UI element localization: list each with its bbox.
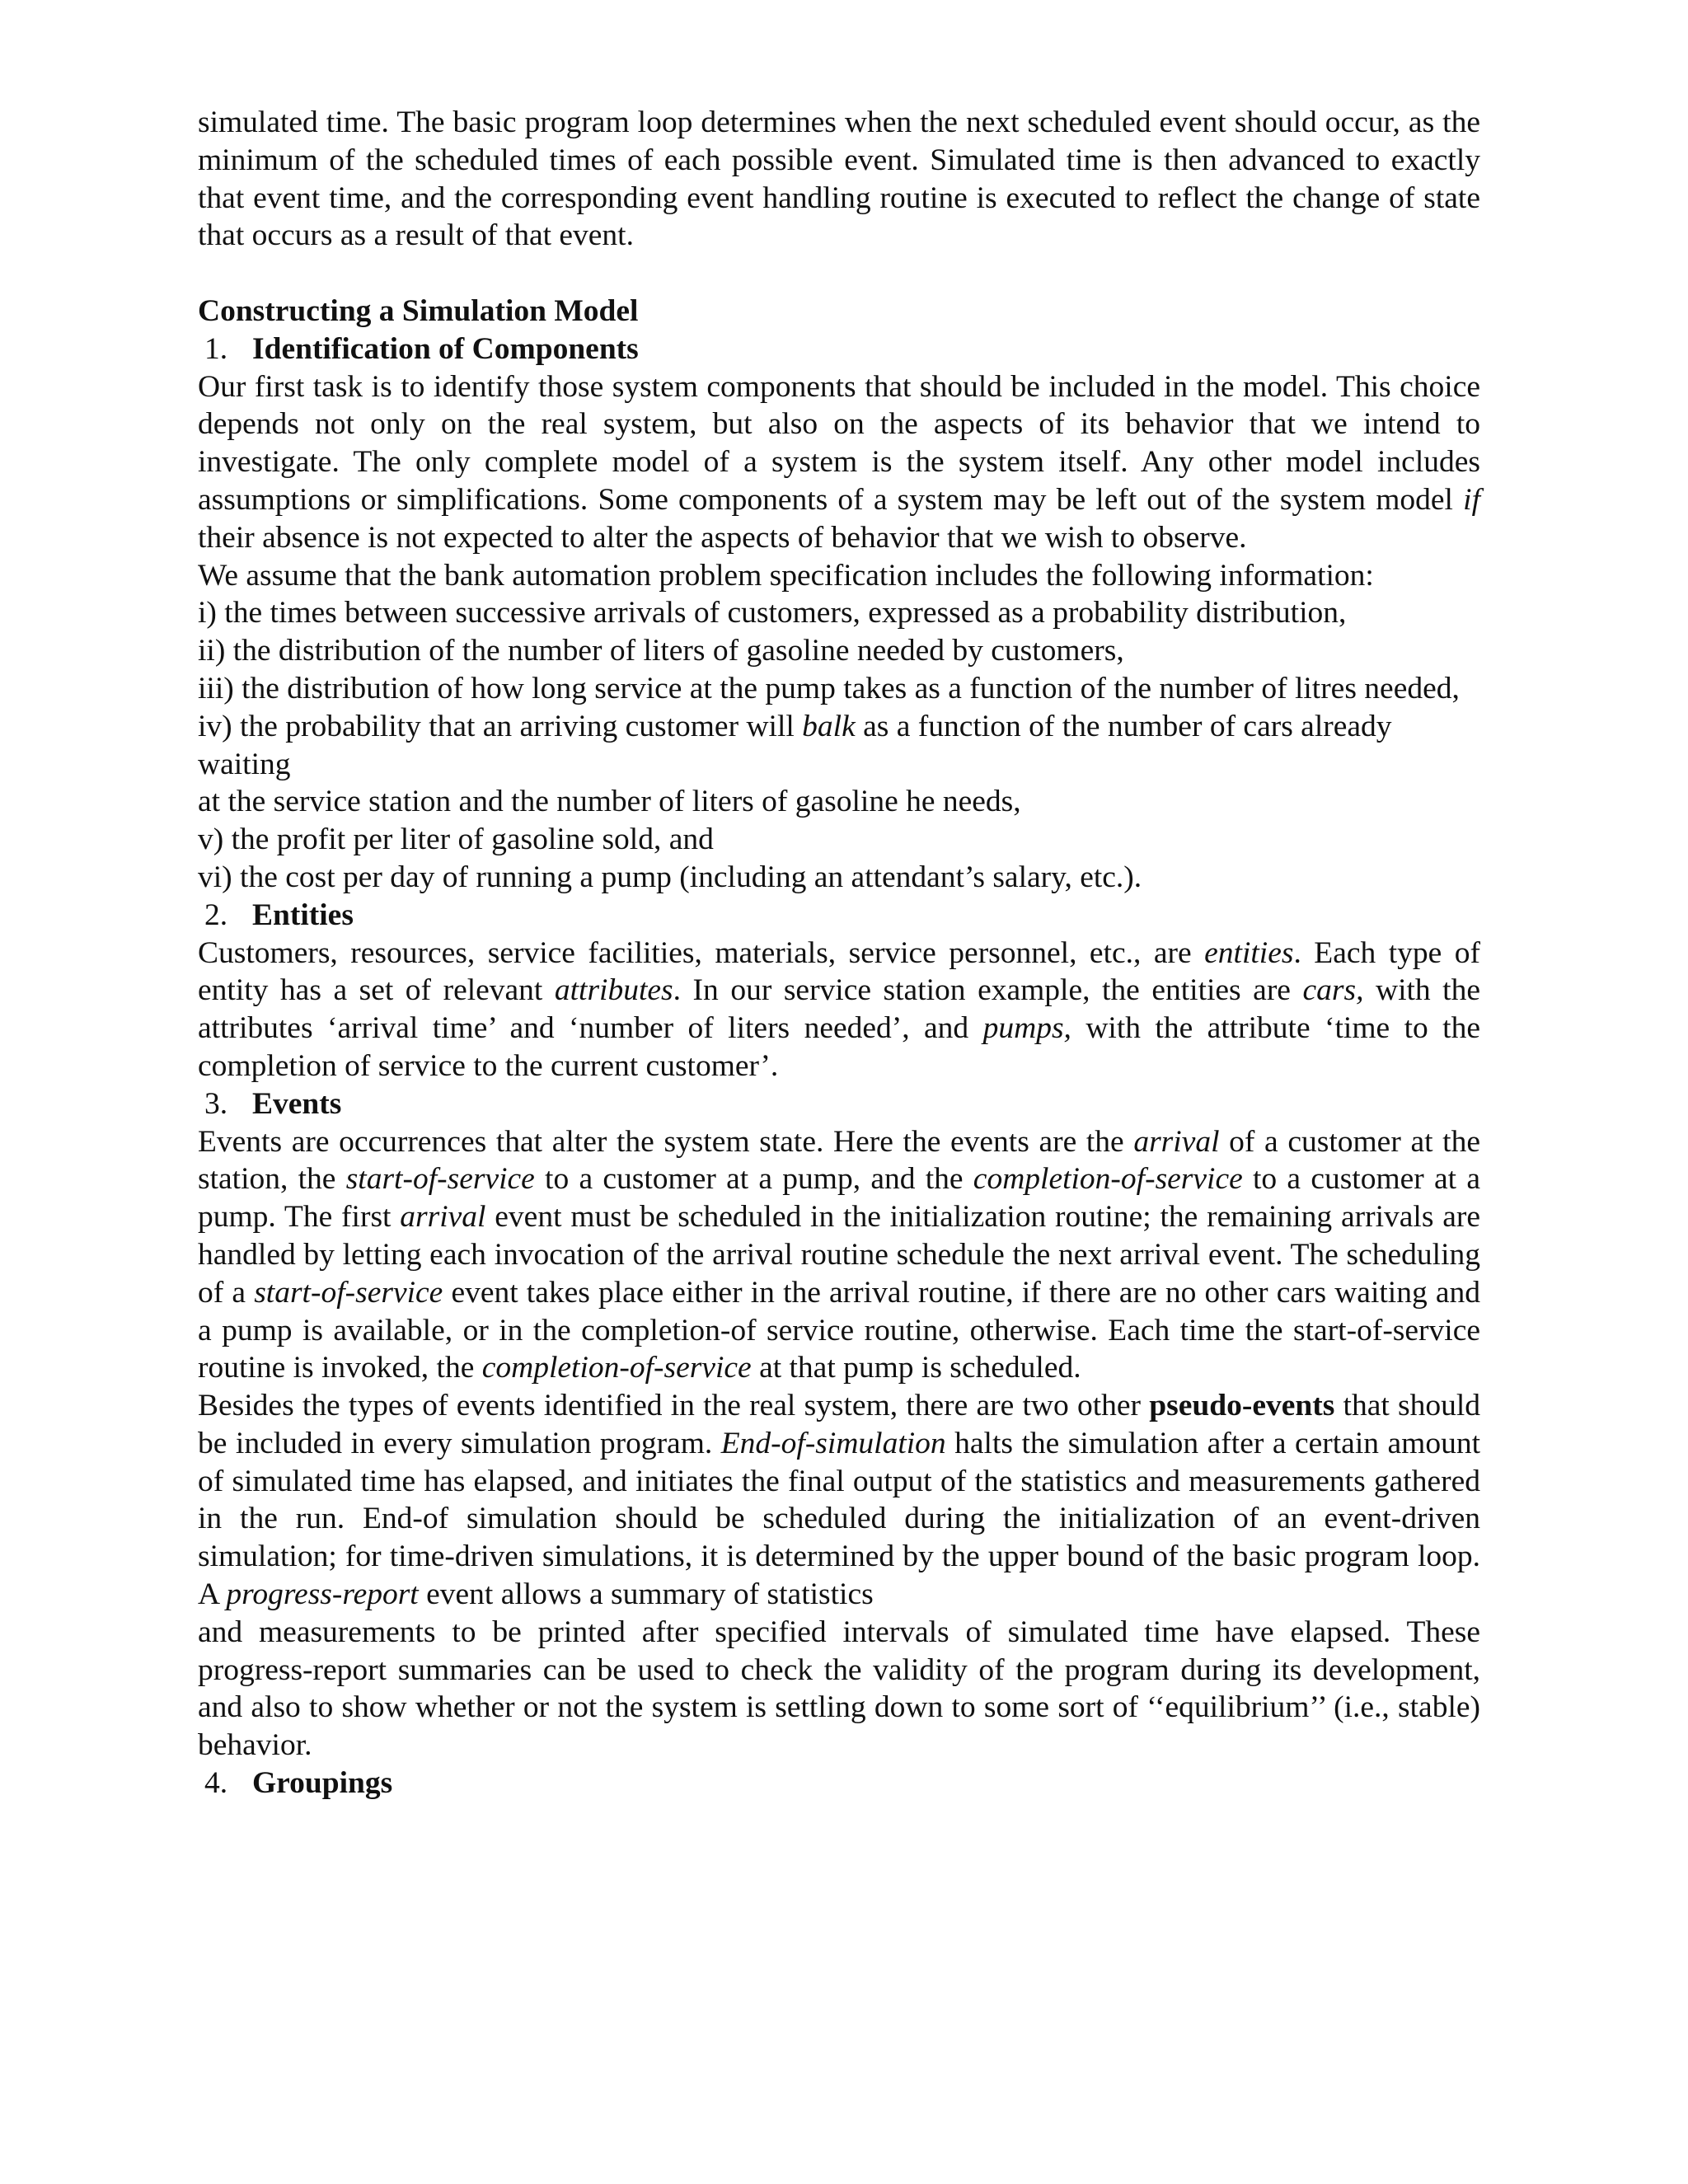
text-run: Our first task is to identify those system components that should be included in the model. This choice depends not only on the real system, but also on the aspects of its behavior that we intend to investigate. The only complete model of a system is the system itself. Any other model includes assumptions or simplifications. Some components of a system may be left out of the system model — [198, 369, 1480, 517]
emphasis: start-of-service — [345, 1162, 535, 1197]
text-run: to a customer at a pump, and the — [534, 1162, 973, 1197]
section-heading-2 — [198, 897, 1480, 935]
emphasis: cars, — [1302, 973, 1364, 1008]
list-item: i) the times between successive arrivals of customers, expressed as a probability distribution, — [198, 596, 1347, 630]
spacer — [198, 255, 1480, 293]
emphasis: completion-of-service — [973, 1162, 1243, 1197]
document-page — [198, 104, 1480, 1802]
text-run: . In our service station example, the entities are — [673, 973, 1303, 1008]
main-heading: Constructing a Simulation Model — [198, 293, 639, 328]
entities-paragraph — [198, 935, 1480, 1085]
section-title: Entities — [252, 898, 354, 932]
pseudo-events-paragraph — [198, 1387, 1480, 1614]
text-run: with the attributes ‘arrival time’ and ‘number of liters needed’, and — [198, 973, 1480, 1046]
text-run: Customers, resources, service facilities, materials, service personnel, etc., are — [198, 935, 1205, 970]
text-run: that should be included in every simulation program. — [198, 1389, 1481, 1460]
text-run: Events are occurrences that alter the system state. Here the events are the — [198, 1124, 1134, 1159]
list-item: ii) the distribution of the number of liters of gasoline needed by customers, — [198, 634, 1124, 668]
emphasis: arrival — [1133, 1124, 1220, 1159]
text-run: Besides the types of events identified in the real system, there are two other — [198, 1389, 1150, 1423]
assumption-paragraph: We assume that the bank automation problem specification includes the following information: — [198, 558, 1374, 593]
emphasis: arrival — [400, 1200, 486, 1235]
text-run: their absence is not expected to alter the aspects of behavior that we wish to observe. — [198, 520, 1247, 555]
text-run: iv) the probability that an arriving customer will — [198, 709, 803, 743]
list-item: vi) the cost per day of running a pump (including an attendant’s salary, etc.). — [198, 860, 1142, 894]
progress-report-paragraph: and measurements to be printed after specified intervals of simulated time have elapsed. These progress-report summaries can be used to check the validity of the program during its development, and also to show whether or not the system is settling down to some sort of ‘‘equilibrium’’ (i.e., stable) behavior. — [198, 1615, 1480, 1763]
text-run: to a customer at a pump. The first — [198, 1162, 1480, 1235]
section-title: Identification of Components — [252, 331, 639, 366]
emphasis: progress-report — [226, 1577, 419, 1612]
text-run: at that pump is scheduled. — [751, 1351, 1081, 1385]
components-paragraph — [198, 368, 1480, 557]
list-item — [198, 708, 1480, 784]
information-list — [198, 594, 1480, 896]
list-item: iii) the distribution of how long service at the pump takes as a function of the number of litres needed, — [198, 671, 1460, 705]
section-number: 1. — [204, 331, 228, 366]
text-run: halts the simulation after a certain amount of simulated time has elapsed, and initiates the final output of the statistics and measurements gathered in the run. End-of simulation should be scheduled during the initialization of an event-driven simulation; for time-driven simulations, it is determined by the upper bound of the basic program loop. A — [198, 1426, 1480, 1612]
text-run: event allows a summary of statistics — [418, 1577, 874, 1612]
emphasis: entities — [1204, 935, 1294, 970]
text-run: as a function of the number of cars already waiting — [198, 709, 1392, 781]
section-number: 3. — [204, 1086, 228, 1121]
section-heading-1 — [198, 330, 1480, 368]
list-item: at the service station and the number of liters of gasoline he needs, — [198, 785, 1021, 819]
section-number: 2. — [204, 898, 228, 932]
emphasis: completion-of-service — [481, 1351, 752, 1385]
emphasis: pumps, — [982, 1011, 1071, 1046]
section-heading-4 — [198, 1765, 1480, 1802]
text-run: of a customer at the station, the — [198, 1124, 1480, 1197]
intro-paragraph: simulated time. The basic program loop determines when the next scheduled event should occur, as the minimum of the scheduled times of each possible event. Simulated time is then advanced to exactly that event time, and the corresponding event handling routine is executed to reflect the change of state that occurs as a result of that event. — [198, 105, 1480, 253]
text-run: event takes place either in the arrival routine, if there are no other cars waiting and a pump is available, or in the completion-of service routine, otherwise. Each time the start-of-service routine is invoked, the — [198, 1275, 1480, 1385]
bold-term: pseudo-events — [1149, 1389, 1335, 1423]
emphasis: start-of-service — [254, 1275, 443, 1310]
section-title: Events — [252, 1086, 342, 1121]
emphasis: balk — [802, 709, 856, 743]
emphasis: End-of-simulation — [720, 1426, 946, 1460]
text-run: with the attribute ‘time to the completion of service to the current customer’. — [198, 1011, 1480, 1083]
text-run: . Each type of entity has a set of relevant — [198, 935, 1480, 1008]
list-item: v) the profit per liter of gasoline sold, and — [198, 823, 714, 857]
section-number: 4. — [204, 1766, 228, 1801]
emphasis: attributes — [554, 973, 673, 1008]
section-heading-3 — [198, 1085, 1480, 1123]
events-paragraph — [198, 1123, 1480, 1388]
text-run: event must be scheduled in the initialization routine; the remaining arrivals are handled by letting each invocation of the arrival routine schedule the next arrival event. The scheduling of a — [198, 1200, 1481, 1310]
section-title: Groupings — [252, 1766, 393, 1801]
emphasis: if — [1463, 482, 1480, 517]
